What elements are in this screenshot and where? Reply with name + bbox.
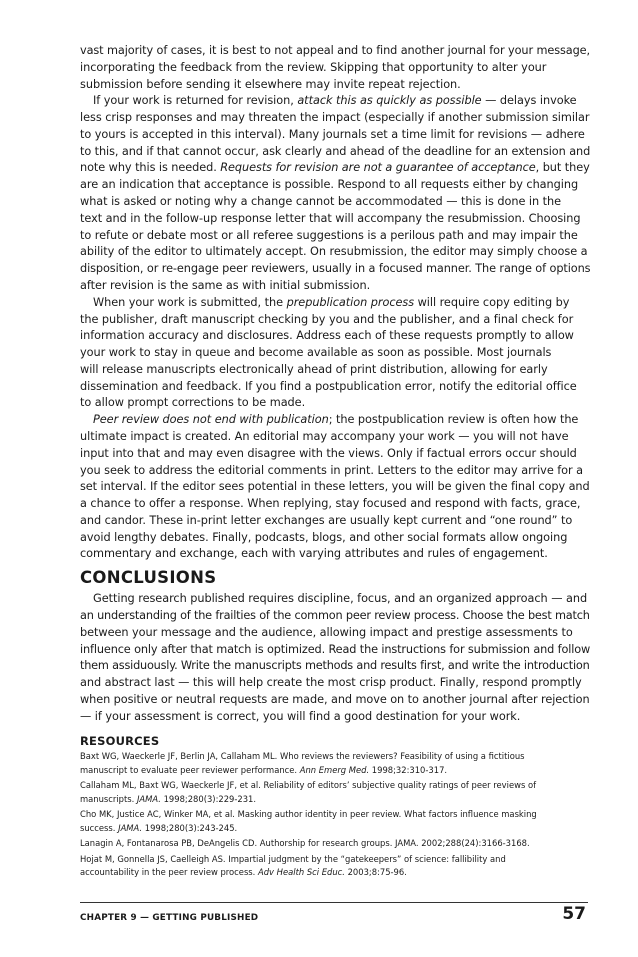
text-line: input into that and may even disagree with the views. Only if factual errors occur should (80, 446, 577, 460)
text-line: and candor. These in-print letter exchanges are usually kept current and “one round” to (80, 513, 573, 527)
paragraph-prepublication (80, 295, 588, 412)
text-line: to refute or debate most or all referee suggestions is a perilous path and may impair the (80, 228, 578, 242)
paragraph-conclusions (80, 591, 591, 725)
reference-line: accountability in the peer review process. Adv Health Sci Educ. 2003;8:75-96. (80, 867, 407, 878)
reference-line: manuscript to evaluate peer reviewer performance. Ann Emerg Med. 1998;32:310-317. (80, 764, 448, 775)
text-line: after revision is the same as with initial submission. (80, 278, 371, 292)
text-line: — if your assessment is correct, you will find a good destination for your work. (80, 709, 521, 723)
text-line: set interval. If the editor sees potential in these letters, you will be given the final copy and (80, 480, 590, 494)
reference-line: manuscripts. JAMA. 1998;280(3):229-231. (80, 793, 257, 804)
text-line: submission before sending it elsewhere may invite repeat rejection. (80, 77, 461, 91)
reference-line: Hojat M, Gonnella JS, Caelleigh AS. Impartial judgment by the “gatekeepers” of science: fallibility and (80, 854, 506, 865)
text-line: will release manuscripts electronically ahead of print distribution, allowing for early (80, 362, 548, 376)
text-line: avoid lengthy debates. Finally, podcasts, blogs, and other social formats allow ongoing (80, 530, 568, 544)
footer-divider (80, 902, 588, 903)
text-line: a chance to offer a response. When replying, stay focused and respond with facts, grace, (80, 497, 581, 511)
text-line: your work to stay in queue and become available as soon as possible. Most journals (80, 346, 552, 360)
text-line: Getting research published requires discipline, focus, and an organized approach — and (93, 592, 588, 606)
text-line: If your work is returned for revision, attack this as quickly as possible — delays invoke (93, 94, 577, 108)
text-line: information accuracy and disclosures. Address each of these requests promptly to allow (80, 329, 574, 343)
text-line: note why this is needed. Requests for revision are not a guarantee of acceptance, but they (80, 161, 590, 175)
paragraph-appeal (80, 43, 591, 93)
text-line: between your message and the audience, allowing impact and prestige assessments to (80, 625, 573, 639)
text-line: dissemination and feedback. If you find a postpublication error, notify the editorial office (80, 379, 577, 393)
text-line: when positive or neutral requests are made, and move on to another journal after rejection (80, 692, 590, 706)
text-line: you seek to address the editorial comments in print. Letters to the editor may arrive for a (80, 463, 584, 477)
text-line: what is asked or noting why a change cannot be accommodated — this is done in the (80, 195, 562, 209)
text-line: and abstract last — this will help create the most crisp product. Finally, respond promptly (80, 676, 582, 690)
text-line: vast majority of cases, it is best to not appeal and to find another journal for your message, (80, 44, 591, 57)
text-line: to this, and if that cannot occur, ask clearly and ahead of the deadline for an extension and (80, 144, 591, 158)
text-line: are an indication that acceptance is possible. Respond to all requests either by changing (80, 178, 579, 192)
reference-line: Cho MK, Justice AC, Winker MA, et al. Masking author identity in peer review. What factors influence masking (80, 809, 537, 820)
reference-item (80, 837, 588, 850)
reference-line: Lanagin A, Fontanarosa PB, DeAngelis CD. Authorship for research groups. JAMA. 2002;288(24):3166-3168. (80, 838, 530, 849)
paragraph-revision (80, 93, 591, 294)
text-line: to allow prompt corrections to be made. (80, 396, 306, 410)
text-line: the publisher, draft manuscript checking by you and the publisher, and a final check for (80, 312, 574, 326)
text-line: ability of the editor to ultimately accept. On resubmission, the editor may simply choose a (80, 245, 588, 259)
paragraph-postpublication (80, 412, 588, 563)
text-line: less crisp responses and may threaten the impact (especially if another submission similar (80, 111, 590, 125)
resources-heading: RESOURCES (80, 734, 160, 749)
reference-line: Callaham ML, Baxt WG, Waeckerle JF, et al. Reliability of editors’ subjective quality ratings of peer reviews of (80, 780, 537, 791)
page-number: 57 (562, 904, 586, 924)
text-line: incorporating the feedback from the review. Skipping that opportunity to alter your (80, 60, 547, 74)
text-line: When your work is submitted, the prepublication process will require copy editing by (93, 295, 570, 309)
reference-line: Baxt WG, Waeckerle JF, Berlin JA, Callaham ML. Who reviews the reviewers? Feasibility of using a fictitious (80, 751, 525, 762)
text-line: ultimate impact is created. An editorial may accompany your work — you will not have (80, 429, 569, 443)
reference-item (80, 853, 588, 879)
text-line: text and in the follow-up response letter that will accompany the resubmission. Choosing (80, 211, 581, 225)
reference-item (80, 750, 588, 776)
text-line: disposition, or re-engage peer reviewers, usually in a focused manner. The range of options (80, 262, 591, 276)
conclusions-heading: CONCLUSIONS (80, 568, 217, 588)
text-line: commentary and exchange, each with varying attributes and rules of engagement. (80, 547, 548, 561)
text-line: them assiduously. Write the manuscripts methods and results first, and write the introduction (80, 659, 590, 673)
reference-line: success. JAMA. 1998;280(3):243-245. (80, 822, 238, 833)
text-line: Peer review does not end with publication; the postpublication review is often how the (93, 413, 579, 427)
chapter-label: CHAPTER 9 — GETTING PUBLISHED (80, 913, 259, 923)
reference-item (80, 808, 588, 834)
text-line: to yours is accepted in this interval). Many journals set a time limit for revisions — adhere (80, 127, 585, 141)
reference-item (80, 779, 588, 805)
page-content (80, 43, 591, 882)
text-line: influence only after that match is optimized. Read the instructions for submission and follow (80, 642, 591, 656)
text-line: an understanding of the frailties of the common peer review process. Choose the best match (80, 609, 590, 622)
